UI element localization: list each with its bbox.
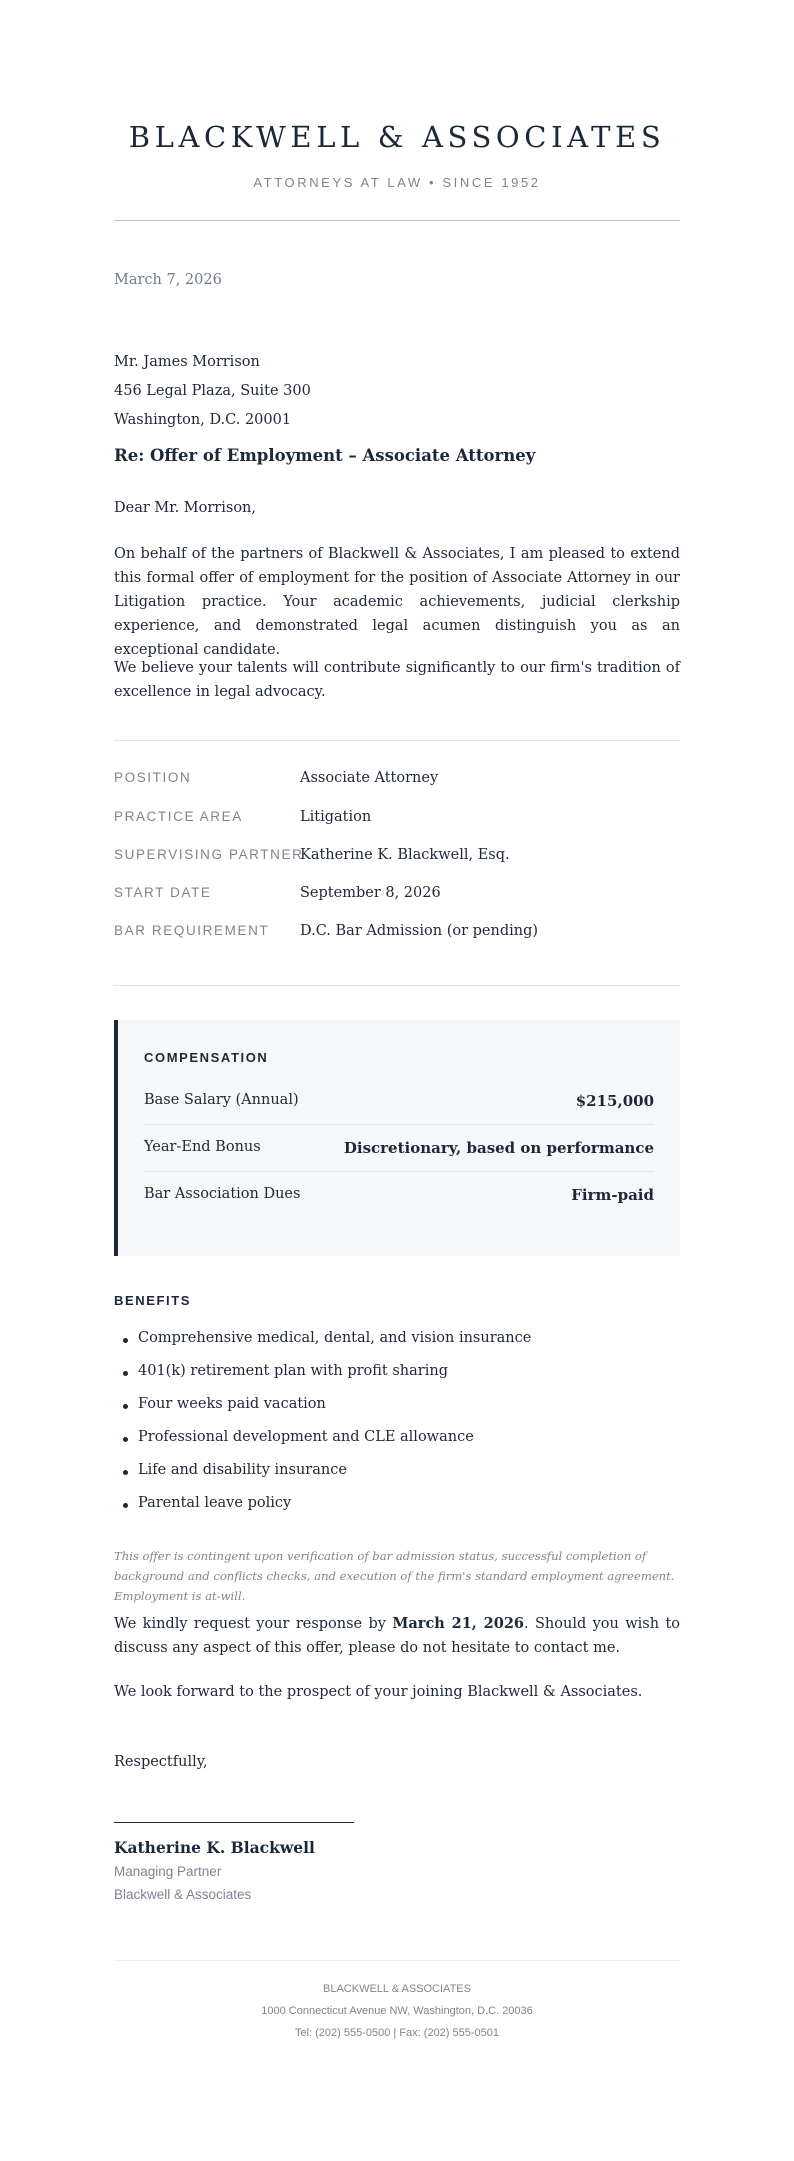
footer-divider (114, 1960, 680, 1961)
detail-label-position: POSITION (114, 770, 192, 785)
recipient-name: Mr. James Morrison (114, 354, 260, 370)
firm-tagline: ATTORNEYS AT LAW • SINCE 1952 (253, 175, 541, 190)
response-deadline: March 21, 2026 (392, 1615, 525, 1632)
detail-label-bar-requirement: BAR REQUIREMENT (114, 923, 270, 938)
signer-title: Managing Partner (114, 1864, 222, 1879)
benefit-item: Parental leave policy (138, 1495, 292, 1511)
compensation-label-dues: Bar Association Dues (144, 1186, 301, 1202)
compensation-label-base-salary: Base Salary (Annual) (144, 1092, 299, 1108)
bullet-icon (123, 1338, 128, 1343)
benefit-item: Comprehensive medical, dental, and vision insurance (138, 1330, 532, 1346)
detail-label-practice-area: PRACTICE AREA (114, 809, 243, 824)
header-divider (114, 220, 680, 221)
contingency-disclaimer: This offer is contingent upon verification of bar admission status, successful completion of background and conflicts checks, and execution of the firm's standard employment agreement. Employment is at-will. (114, 1549, 675, 1603)
detail-value-start-date: September 8, 2026 (300, 885, 441, 901)
body-paragraph-2: We believe your talents will contribute significantly to our firm's tradition of excellence in legal advocacy. (114, 660, 680, 700)
closing-paragraph: We look forward to the prospect of your joining Blackwell & Associates. (114, 1684, 643, 1700)
signature-line (114, 1822, 354, 1823)
benefit-item: 401(k) retirement plan with profit sharing (138, 1363, 448, 1379)
bullet-icon (123, 1470, 128, 1475)
footer-firm: BLACKWELL & ASSOCIATES (323, 1983, 471, 1995)
compensation-row-divider (144, 1124, 654, 1125)
firm-name: BLACKWELL & ASSOCIATES (128, 120, 666, 154)
detail-label-start-date: START DATE (114, 885, 212, 900)
footer-address: 1000 Connecticut Avenue NW, Washington, D.C. 20036 (261, 2005, 533, 2017)
benefits-title: BENEFITS (114, 1293, 192, 1308)
detail-value-practice-area: Litigation (300, 809, 372, 825)
recipient-city: Washington, D.C. 20001 (114, 412, 292, 428)
detail-value-bar-requirement: D.C. Bar Admission (or pending) (300, 923, 539, 939)
benefit-item: Life and disability insurance (138, 1462, 347, 1478)
letter-date: March 7, 2026 (114, 272, 222, 288)
details-divider-bottom (114, 985, 680, 986)
compensation-value-dues: Firm-paid (571, 1186, 654, 1204)
detail-value-position: Associate Attorney (300, 770, 439, 786)
subject-line: Re: Offer of Employment – Associate Attorney (114, 446, 536, 465)
benefit-item: Four weeks paid vacation (138, 1396, 326, 1412)
bullet-icon (123, 1404, 128, 1409)
compensation-title: COMPENSATION (144, 1050, 269, 1065)
recipient-street: 456 Legal Plaza, Suite 300 (114, 383, 311, 399)
compensation-value-base-salary: $215,000 (575, 1092, 654, 1110)
signer-name: Katherine K. Blackwell (114, 1838, 315, 1857)
bullet-icon (123, 1503, 128, 1508)
compensation-value-bonus: Discretionary, based on performance (343, 1139, 654, 1157)
details-divider-top (114, 740, 680, 741)
detail-value-supervising-partner: Katherine K. Blackwell, Esq. (300, 847, 510, 863)
salutation: Dear Mr. Morrison, (114, 500, 256, 516)
body-paragraph-1: On behalf of the partners of Blackwell & Associates, I am pleased to extend this formal offer of employment for the position of Associate Attorney in our Litigation practice. Your academic achievements, judicial clerkship experience, and demonstrated legal acumen distinguish you as an exceptional candidate. (114, 546, 680, 658)
response-text-start: We kindly request your response by (114, 1616, 393, 1632)
benefit-item: Professional development and CLE allowance (138, 1429, 474, 1445)
compensation-row (144, 1092, 654, 1138)
response-text-end: . Should you wish to discuss any aspect of this offer, please do not hesitate to contact me. (114, 1616, 680, 1656)
response-paragraph (114, 1612, 680, 1660)
compensation-row-divider (144, 1171, 654, 1172)
detail-label-supervising-partner: SUPERVISING PARTNER (114, 847, 304, 862)
bullet-icon (123, 1371, 128, 1376)
compensation-row (144, 1139, 654, 1185)
bullet-icon (123, 1437, 128, 1442)
compensation-row (144, 1186, 654, 1232)
compensation-panel (114, 1020, 680, 1256)
signer-firm: Blackwell & Associates (114, 1887, 252, 1902)
compensation-label-bonus: Year-End Bonus (144, 1139, 261, 1155)
footer-contact: Tel: (202) 555-0500 | Fax: (202) 555-0501 (294, 2027, 500, 2039)
closing-line: Respectfully, (114, 1754, 208, 1770)
